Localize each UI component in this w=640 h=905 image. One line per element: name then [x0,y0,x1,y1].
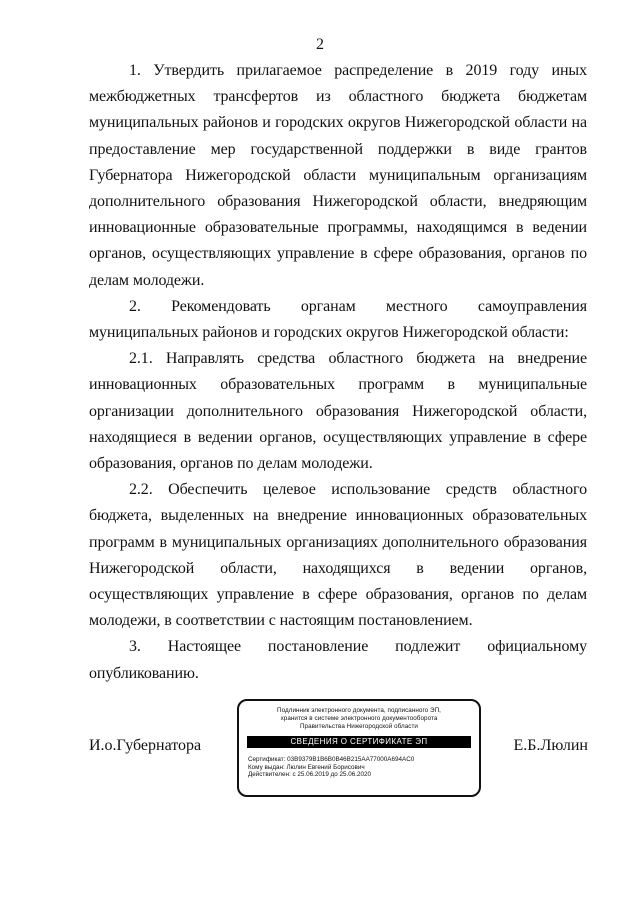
stamp-note-line: Подлинник электронного документа, подписанного ЭП, [277,707,441,714]
stamp-note-line: Правительства Нижегородской области [299,723,419,730]
signatory-name: Е.Б.Люлин [513,737,588,754]
stamp-details [248,756,479,779]
document-body [89,58,587,687]
stamp-header: СВЕДЕНИЯ О СЕРТИФИКАТЕ ЭП [247,736,471,748]
stamp-validity: Действителен: с 25.06.2019 до 25.06.2020 [248,771,372,779]
paragraph-2-1: 2.1. Направлять средства областного бюджета на внедрение инновационных образовательных программ в муниципальные организации дополнительного образования Нижегородской области, находящиеся в ведении органов, осуществляющих управление в сфере образования, органов по делам молодежи. [89,350,587,473]
signatory-position: И.о.Губернатора [89,737,202,754]
stamp-note [239,707,479,731]
paragraph-3: 3. Настоящее постановление подлежит официальному опубликованию. [89,638,587,682]
paragraph-2: 2. Рекомендовать органам местного самоуправления муниципальных районов и городских округов Нижегородской области: [89,297,587,342]
stamp-note-line: хранится в системе электронного документооборота [280,715,438,722]
stamp-issued-to: Кому выдан: Люлин Евгений Борисович [248,763,365,771]
paragraph-2-2: 2.2. Обеспечить целевое использование средств областного бюджета, выделенных на внедрение инновационных образовательных программ в муниципальных организациях дополнительного образования Нижегородской области, находящихся в ведении органов, осуществляющих управление в сфере образования, органов по делам молодежи, в соответствии с настоящим постановлением. [89,481,587,630]
page-number: 2 [316,36,324,53]
paragraph-1: 1. Утвердить прилагаемое распределение в 2019 году иных межбюджетных трансфертов из областного бюджета бюджетам муниципальных районов и городских округов Нижегородской области на предоставление мер государственной поддержки в виде грантов Губернатора Нижегородской области муниципальным организациям дополнительного образования Нижегородской области, внедряющим инновационные образовательные программы, находящимся в ведении органов, осуществляющих управление в сфере образования, органов по делам молодежи. [89,62,587,289]
e-signature-stamp [237,699,481,797]
stamp-certificate: Сертификат: 03B9379B1B6B0B46B215AA77000A694AC0 [248,756,415,763]
